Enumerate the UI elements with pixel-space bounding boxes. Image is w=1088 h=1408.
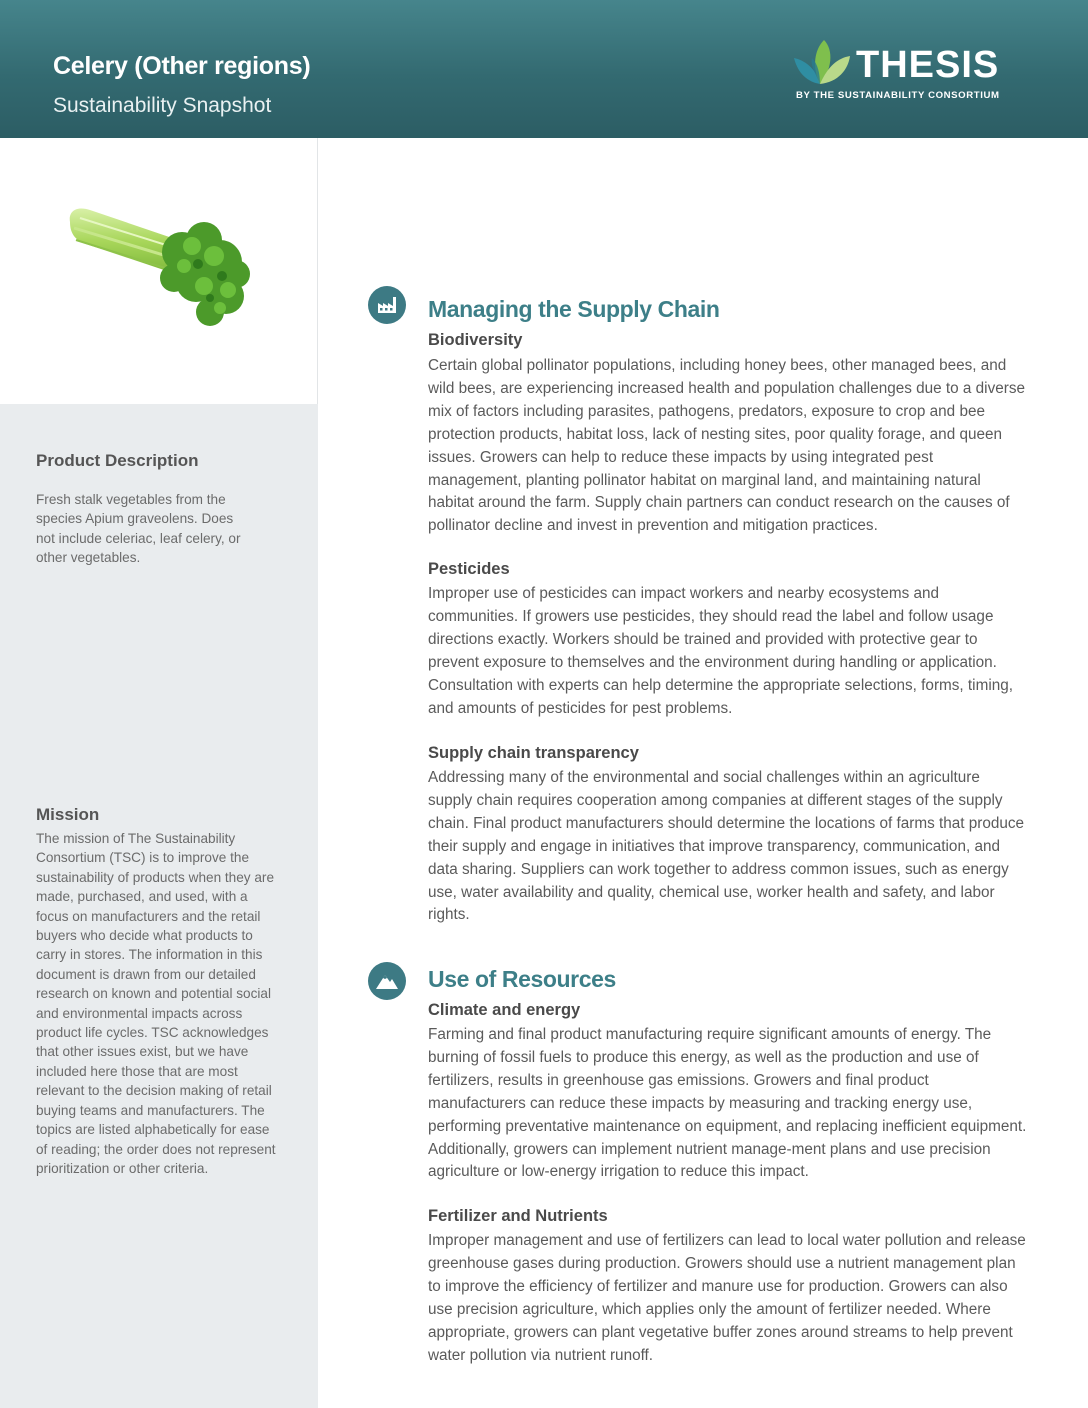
- thesis-logo: [790, 36, 1030, 106]
- topic-text-supply-chain-transparency: Addressing many of the environmental and social challenges within an agriculture supply chain requires cooperation among companies at different stages of the supply chain. Final product manufacturers should determine the locations of farms that produce their supply and engage in initiatives that improve transparency, communication, and data sharing. Suppliers can work together to address common issues, such as energy use, water availability and quality, chemical use, worker health and safety, and labor rights.: [428, 769, 1025, 924]
- celery-image: [64, 200, 254, 335]
- factory-icon: [368, 286, 406, 324]
- topic-text-climate-energy: Farming and final product manufacturing require significant amounts of energy. The burning of fossil fuels to produce this energy, as well as the production and use of fertilizers, results in greenhouse gas emissions. Growers and final product manufacturers can reduce these impacts by measuring and tracking energy use, performing preventative maintenance on equipment, and replacing inefficient equipment. Additionally, growers can implement nutrient manage-ment plans and use precision agriculture or low-energy irrigation to reduce this impact.: [428, 1026, 1027, 1181]
- topic-text-pesticides: Improper use of pesticides can impact workers and nearby ecosystems and communities. If growers use pesticides, they should read the label and follow usage directions exactly. Workers should be trained and provided with protective gear to prevent exposure to themselves and the environment during handling or application. Consultation with experts can help determine the appropriate selections, forms, timing, and amounts of pesticides for pest problems.: [428, 585, 1013, 717]
- divider: [317, 138, 318, 404]
- mission-heading: Mission: [36, 805, 100, 824]
- document-subtitle: Sustainability Snapshot: [53, 94, 272, 117]
- mountain-icon: [368, 962, 406, 1000]
- product-description-heading: Product Description: [36, 451, 199, 470]
- topic-heading-climate-energy: Climate and energy: [428, 1001, 581, 1019]
- topic-text-biodiversity: Certain global pollinator populations, including honey bees, other managed bees, and wild bees, are experiencing increased health and population challenges due to a diverse mix of factors including parasites, pathogens, predators, exposure to crop and bee protection products, habitat loss, lack of nesting sites, poor quality forage, and queen issues. Growers can help to reduce these impacts by using integrated pest management, planting pollinator habitat on marginal land, and maintaining natural habitat around the farm. Supply chain partners can conduct research on the causes of pollinator decline and invest in prevention and mitigation practices.: [428, 357, 1025, 535]
- logo-tagline: BY THE SUSTAINABILITY CONSORTIUM: [796, 90, 1000, 101]
- topic-heading-supply-chain-transparency: Supply chain transparency: [428, 744, 639, 762]
- topic-heading-fertilizer-nutrients: Fertilizer and Nutrients: [428, 1207, 608, 1225]
- topic-text-fertilizer-nutrients: Improper management and use of fertilizers can lead to local water pollution and release greenhouse gases during production. Growers should use a nutrient management plan to improve the efficiency of fertilizer and manure use for production. Growers can also use precision agriculture, which applies only the amount of fertilizer needed. Where appropriate, growers can plant vegetative buffer zones around streams to help prevent water pollution via nutrient runoff.: [428, 1232, 1026, 1364]
- section-title-use-of-resources: Use of Resources: [428, 966, 616, 992]
- logo-wordmark: THESIS: [856, 44, 1000, 86]
- document-title: Celery (Other regions): [53, 52, 311, 80]
- header-banner: [0, 0, 1088, 138]
- product-description-text: Fresh stalk vegetables from the species Apium graveolens. Does not include celeriac, leaf celery, or other vegetables.: [36, 492, 241, 566]
- mission-text: The mission of The Sustainability Consortium (TSC) is to improve the sustainability of products when they are made, purchased, and used, with a focus on manufacturers and the retail buyers who decide what products to carry in stores. The information in this document is drawn from our detailed research on known and potential social and environmental impacts across product life cycles. TSC acknowledges that other issues exist, but we have included here those that are most relevant to the decision making of retail buying teams and manufacturers. The topics are listed alphabetically for ease of reading; the order does not represent prioritization or other criteria.: [36, 831, 276, 1176]
- section-title-supply-chain: Managing the Supply Chain: [428, 296, 720, 322]
- topic-heading-biodiversity: Biodiversity: [428, 331, 523, 349]
- leaf-logo-icon: [790, 38, 854, 88]
- topic-heading-pesticides: Pesticides: [428, 560, 510, 578]
